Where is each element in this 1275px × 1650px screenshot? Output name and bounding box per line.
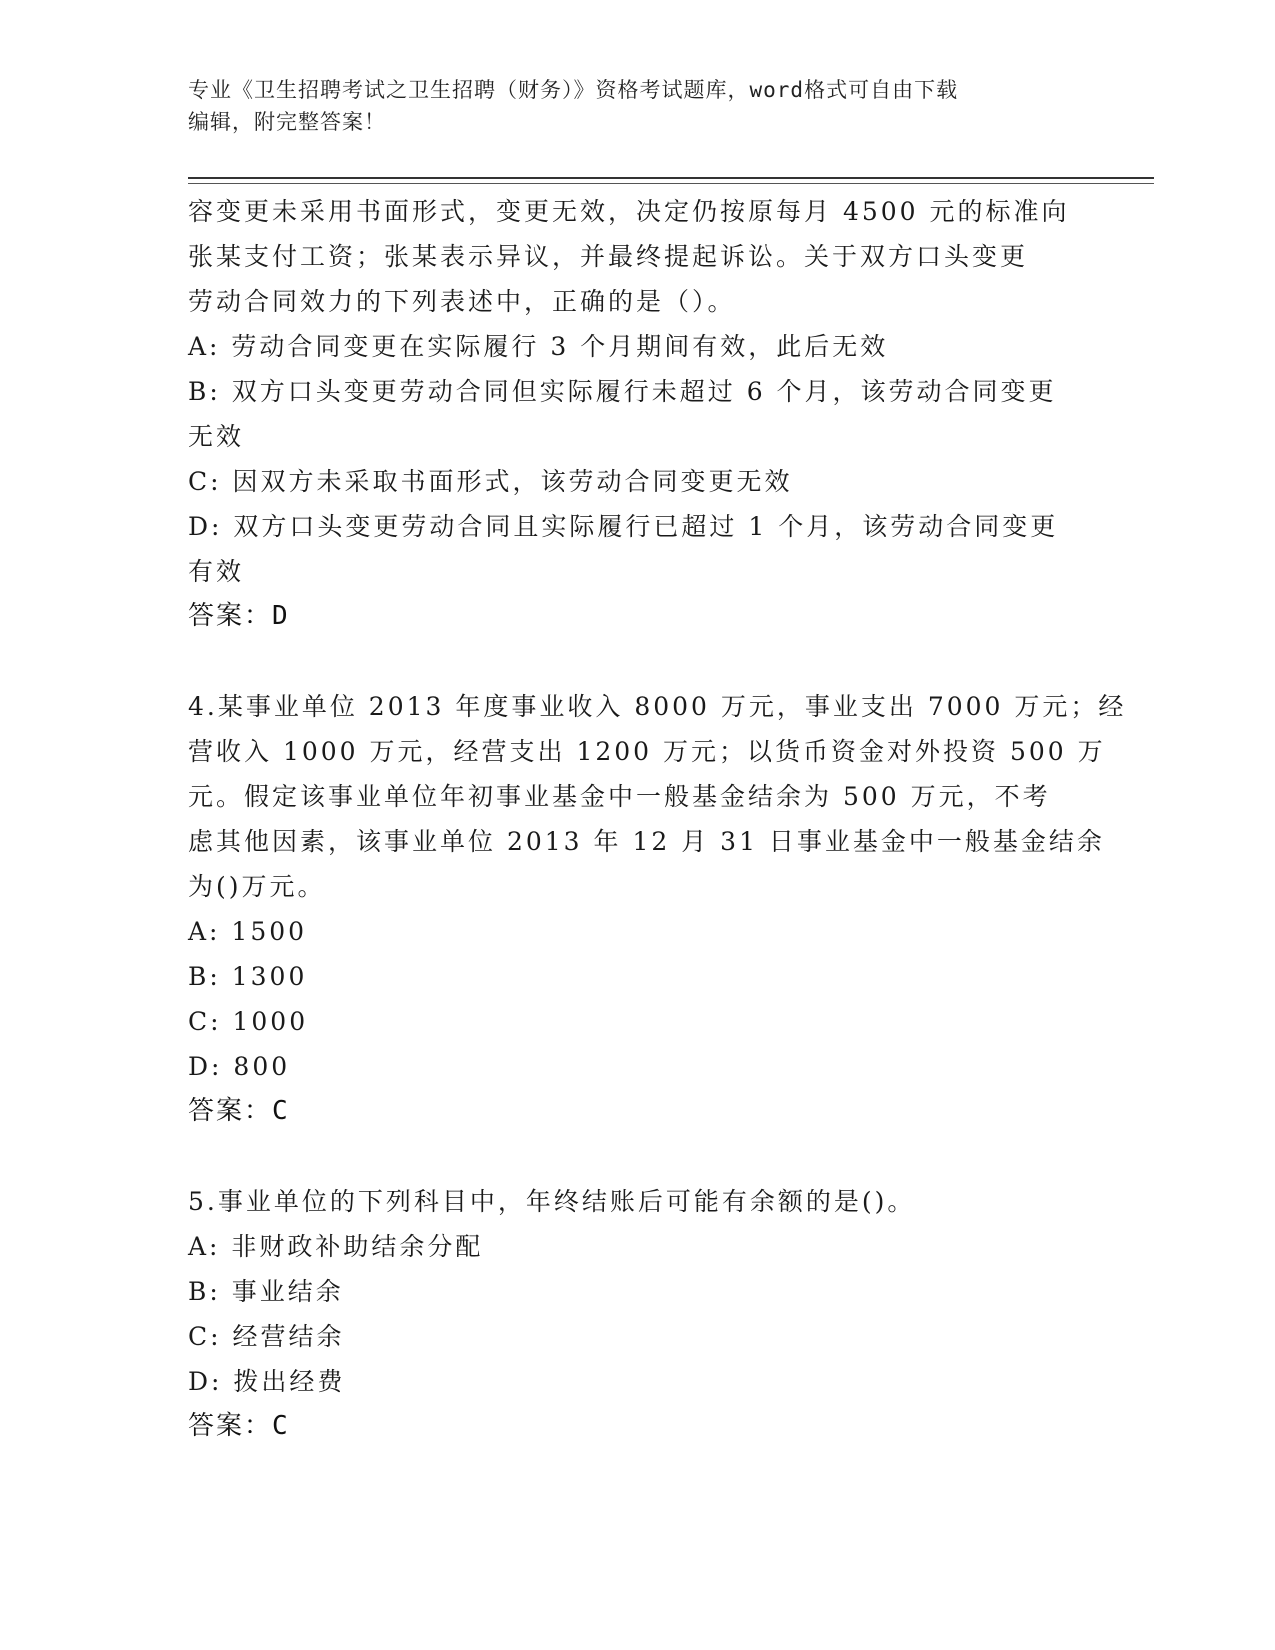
option-c: C: 因双方未采取书面形式，该劳动合同变更无效 [188,467,793,496]
document-header [188,74,1068,138]
question-stem-line: 劳动合同效力的下列表述中，正确的是（）。 [188,287,736,316]
option-a: A: 1500 [188,917,308,946]
answer-label: 答案：C [188,1096,290,1126]
question-stem-line: 虑其他因素，该事业单位 2013 年 12 月 31 日事业基金中一般基金结余 [188,827,1105,856]
question-5 [188,1179,1078,1449]
option-b: B: 双方口头变更劳动合同但实际履行未超过 6 个月，该劳动合同变更 [188,377,1057,406]
question-3 [188,189,1078,639]
question-stem-line: 张某支付工资；张某表示异议，并最终提起诉讼。关于双方口头变更 [188,242,1029,271]
option-b: B: 事业结余 [188,1277,344,1306]
option-c: C: 经营结余 [188,1322,345,1351]
question-stem-line: 元。假定该事业单位年初事业基金中一般基金结余为 500 万元，不考 [188,782,1051,811]
question-stem-line: 4.某事业单位 2013 年度事业收入 8000 万元，事业支出 7000 万元；经 [188,692,1127,721]
header-line-2: 编辑，附完整答案！ [188,110,386,134]
spacer [188,1134,1078,1179]
option-b-continued: 无效 [188,422,245,451]
answer-label: 答案：D [188,601,290,631]
header-line-1: 专业《卫生招聘考试之卫生招聘（财务）》资格考试题库，word格式可自由下载 [188,78,959,102]
option-d: D: 800 [188,1052,291,1081]
option-c: C: 1000 [188,1007,309,1036]
question-stem-line: 容变更未采用书面形式，变更无效，决定仍按原每月 4500 元的标准向 [188,197,1070,226]
option-a: A: 劳动合同变更在实际履行 3 个月期间有效，此后无效 [188,332,889,361]
question-stem-line: 5.事业单位的下列科目中，年终结账后可能有余额的是()。 [188,1187,916,1216]
question-stem-line: 为()万元。 [188,872,326,901]
header-divider-thick [188,177,1154,179]
question-content [188,189,1127,1449]
spacer [188,639,1078,684]
option-b: B: 1300 [188,962,308,991]
answer-label: 答案：C [188,1411,290,1441]
question-stem-line: 营收入 1000 万元，经营支出 1200 万元；以货币资金对外投资 500 万 [188,737,1106,766]
header-divider-thin [188,183,1154,184]
option-d-continued: 有效 [188,557,245,586]
option-d: D: 拨出经费 [188,1367,346,1396]
option-a: A: 非财政补助结余分配 [188,1232,484,1261]
option-d: D: 双方口头变更劳动合同且实际履行已超过 1 个月，该劳动合同变更 [188,512,1059,541]
question-4 [188,684,1127,1134]
